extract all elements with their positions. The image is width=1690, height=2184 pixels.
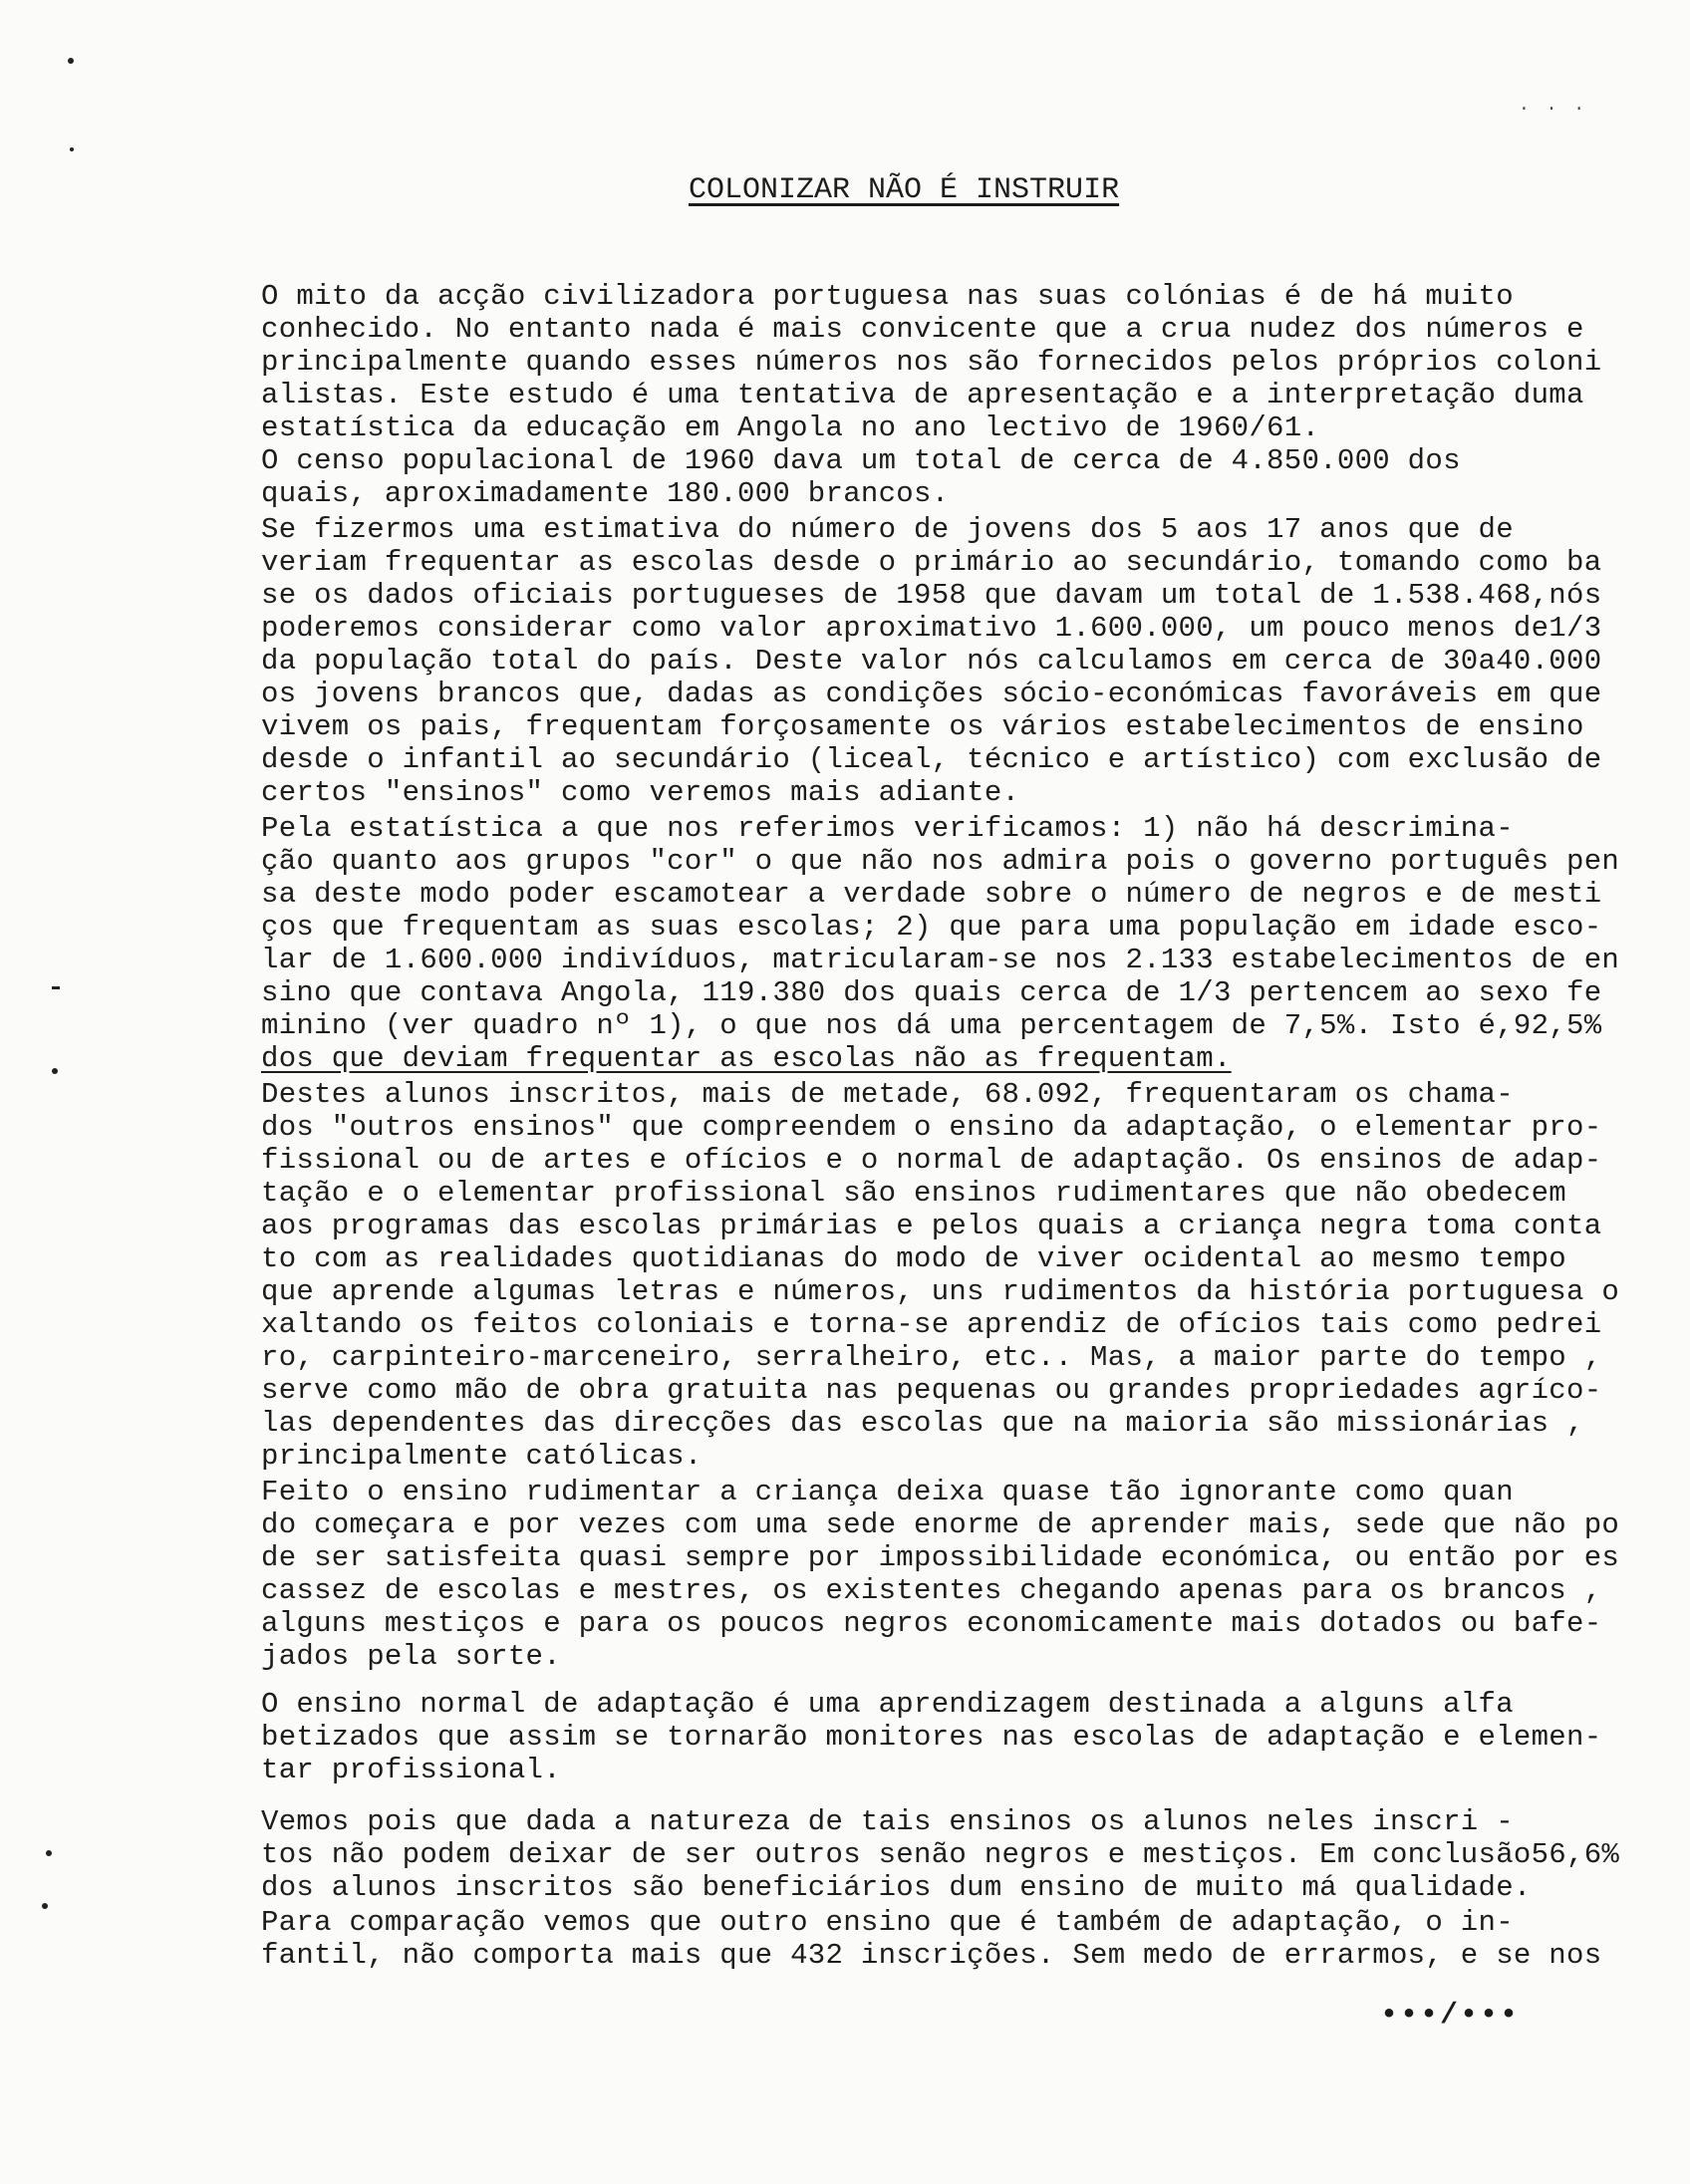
- text-line: O mito da acção civilizadora portuguesa nas suas colónias é de há muito: [261, 280, 1514, 313]
- text-line: do começara e por vezes com uma sede enorme de aprender mais, sede que não po: [261, 1508, 1620, 1541]
- text-line: certos "ensinos" como veremos mais adiante.: [261, 776, 1020, 809]
- corner-dots: . . .: [1519, 96, 1588, 116]
- text-line: alguns mestiços e para os poucos negros economicamente mais dotados ou bafe-: [261, 1607, 1602, 1640]
- text-line: dos alunos inscritos são beneficiários dum ensino de muito má qualidade.: [261, 1871, 1532, 1904]
- text-line: tar profissional.: [261, 1754, 561, 1786]
- text-line: lar de 1.600.000 indivíduos, matricularam-se nos 2.133 estabelecimentos de en: [261, 944, 1620, 976]
- text-line: Vemos pois que dada a natureza de tais ensinos os alunos neles inscri -: [261, 1805, 1514, 1838]
- text-line: os jovens brancos que, dadas as condições sócio-económicas favoráveis em que: [261, 678, 1602, 710]
- text-line: aos programas das escolas primárias e pelos quais a criança negra toma conta: [261, 1210, 1602, 1242]
- text-line: ços que frequentam as suas escolas; 2) que para uma população em idade esco-: [261, 911, 1602, 944]
- text-line: Se fizermos uma estimativa do número de jovens dos 5 aos 17 anos que de: [261, 513, 1514, 546]
- text-line: O censo populacional de 1960 dava um total de cerca de 4.850.000 dos: [261, 444, 1461, 477]
- text-line: fissional ou de artes e ofícios e o normal de adaptação. Os ensinos de adap-: [261, 1144, 1602, 1177]
- text-line: O ensino normal de adaptação é uma aprendizagem destinada a alguns alfa: [261, 1688, 1514, 1721]
- text-line: serve como mão de obra gratuita nas pequenas ou grandes propriedades agríco-: [261, 1374, 1602, 1407]
- text-line: poderemos considerar como valor aproximativo 1.600.000, um pouco menos de1/3: [261, 612, 1602, 645]
- text-line: sa deste modo poder escamotear a verdade sobre o número de negros e de mesti: [261, 878, 1602, 911]
- text-line: veriam frequentar as escolas desde o primário ao secundário, tomando como ba: [261, 546, 1602, 579]
- text-line: conhecido. No entanto nada é mais convicente que a crua nudez dos números e: [261, 313, 1584, 346]
- text-line: Para comparação vemos que outro ensino que é também de adaptação, o in-: [261, 1906, 1514, 1939]
- text-line: de ser satisfeita quasi sempre por impossibilidade económica, ou então por es: [261, 1541, 1620, 1574]
- text-line: ção quanto aos grupos "cor" o que não nos admira pois o governo português pen: [261, 845, 1620, 878]
- text-line: betizados que assim se tornarão monitores nas escolas de adaptação e elemen-: [261, 1721, 1602, 1754]
- text-line: sino que contava Angola, 119.380 dos quais cerca de 1/3 pertencem ao sexo fe: [261, 976, 1602, 1009]
- text-line: Destes alunos inscritos, mais de metade, 68.092, frequentaram os chama-: [261, 1078, 1514, 1111]
- text-line: principalmente católicas.: [261, 1440, 703, 1473]
- text-line: Pela estatística a que nos referimos verificamos: 1) não há descrimina-: [261, 812, 1514, 845]
- text-line: las dependentes das direcções das escolas que na maioria são missionárias ,: [261, 1407, 1584, 1440]
- text-line: principalmente quando esses números nos são fornecidos pelos próprios coloni: [261, 346, 1602, 379]
- text-line: alistas. Este estudo é uma tentativa de apresentação e a interpretação duma: [261, 379, 1584, 411]
- text-line: ro, carpinteiro-marceneiro, serralheiro, etc.. Mas, a maior parte do tempo ,: [261, 1341, 1602, 1374]
- text-line: tação e o elementar profissional são ensinos rudimentares que não obedecem: [261, 1177, 1567, 1210]
- text-line: vivem os pais, frequentam forçosamente os vários estabelecimentos de ensino: [261, 710, 1584, 743]
- text-line: quais, aproximadamente 180.000 brancos.: [261, 477, 950, 510]
- page-title: COLONIZAR NÃO É INSTRUIR: [689, 173, 1120, 207]
- text-line: to com as realidades quotidianas do modo de viver ocidental ao mesmo tempo: [261, 1242, 1567, 1275]
- text-line: tos não podem deixar de ser outros senão negros e mestiços. Em conclusão56,6%: [261, 1838, 1620, 1871]
- text-line: desde o infantil ao secundário (liceal, técnico e artístico) com exclusão de: [261, 743, 1602, 776]
- continuation-mark: •••/•••: [1380, 1999, 1521, 2033]
- text-line: cassez de escolas e mestres, os existentes chegando apenas para os brancos ,: [261, 1574, 1602, 1607]
- text-line: dos que deviam frequentar as escolas não as frequentam.: [261, 1042, 1232, 1075]
- text-line: jados pela sorte.: [261, 1640, 561, 1673]
- text-line: Feito o ensino rudimentar a criança deixa quase tão ignorante como quan: [261, 1476, 1514, 1508]
- text-line: xaltando os feitos coloniais e torna-se aprendiz de ofícios tais como pedrei: [261, 1308, 1602, 1341]
- text-line: da população total do país. Deste valor nós calculamos em cerca de 30a40.000: [261, 645, 1602, 678]
- text-line: que aprende algumas letras e números, uns rudimentos da história portuguesa o: [261, 1275, 1620, 1308]
- text-line: se os dados oficiais portugueses de 1958 que davam um total de 1.538.468,nós: [261, 579, 1602, 612]
- text-line: dos "outros ensinos" que compreendem o ensino da adaptação, o elementar pro-: [261, 1111, 1602, 1144]
- text-line: minino (ver quadro nº 1), o que nos dá uma percentagem de 7,5%. Isto é,92,5%: [261, 1009, 1602, 1042]
- text-line: fantil, não comporta mais que 432 inscrições. Sem medo de errarmos, e se nos: [261, 1939, 1602, 1972]
- text-line: estatística da educação em Angola no ano lectivo de 1960/61.: [261, 411, 1320, 444]
